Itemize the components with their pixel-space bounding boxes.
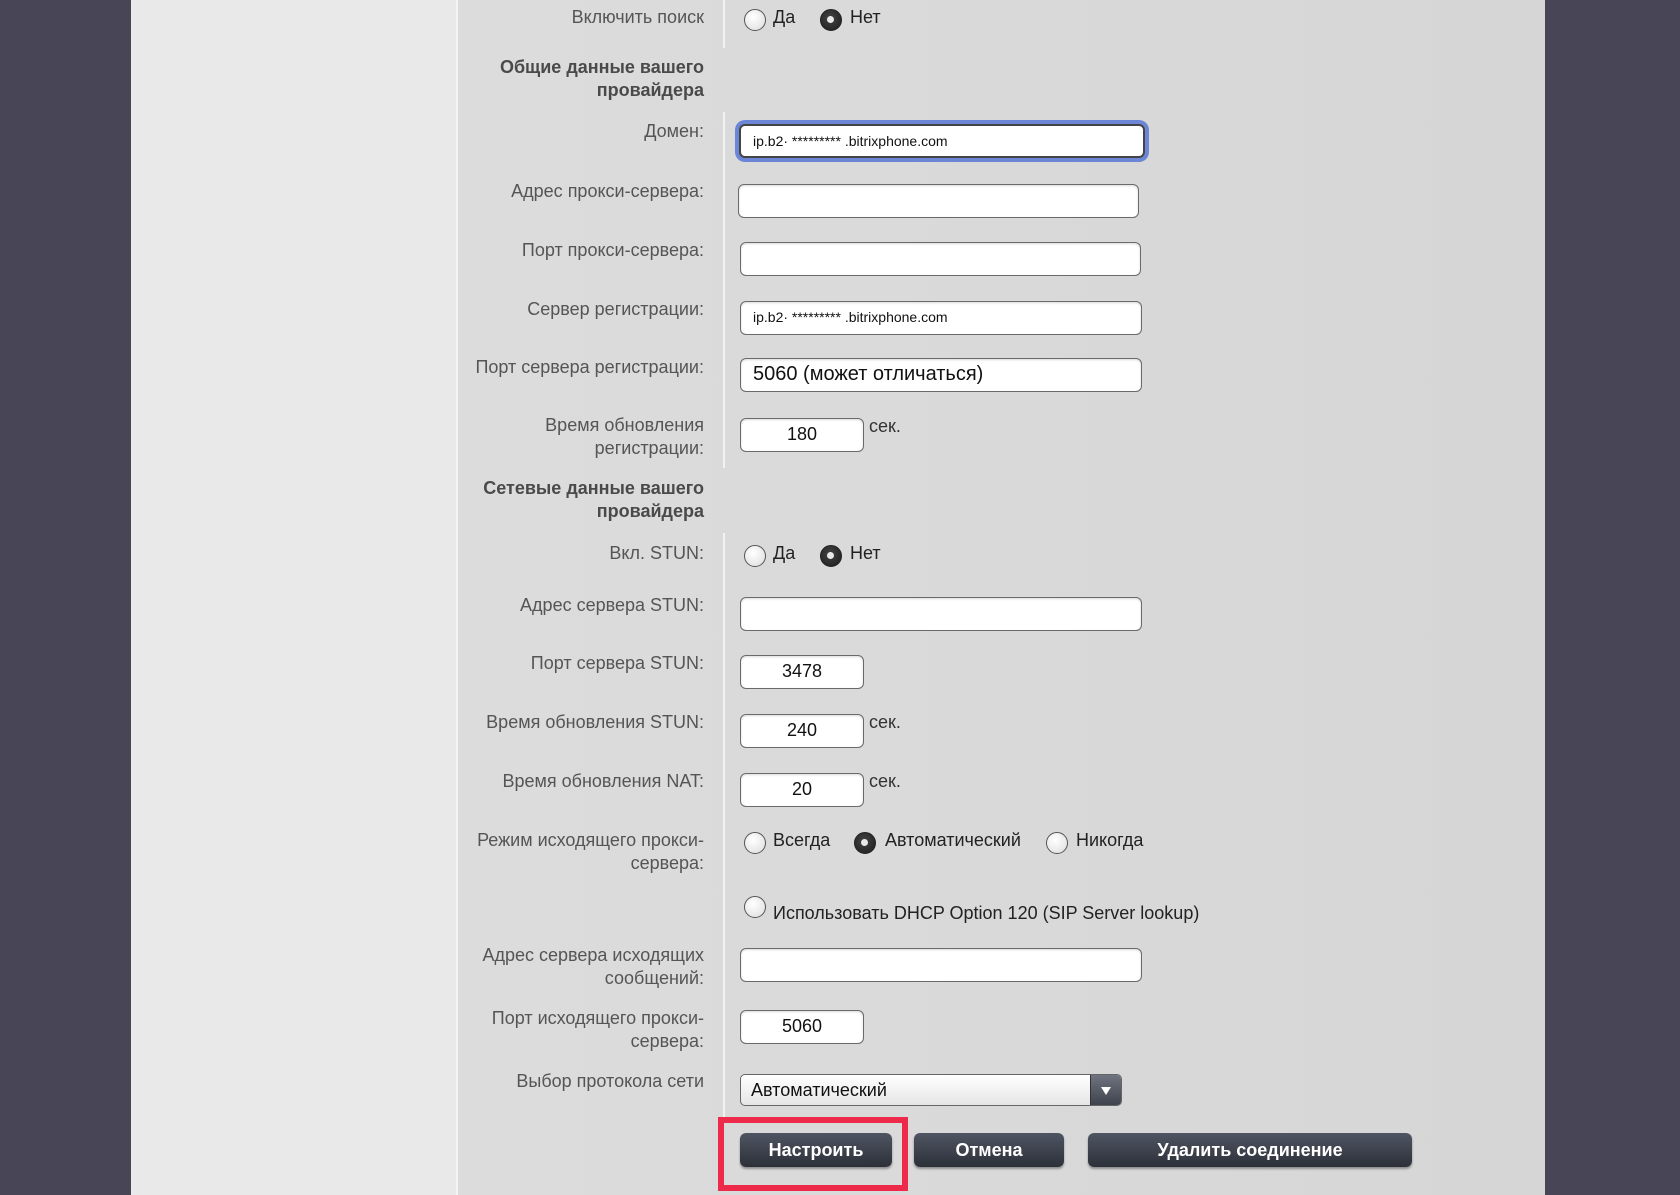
outbound-always-label: Всегда xyxy=(773,830,831,850)
stun-address-label: Адрес сервера STUN: xyxy=(520,595,704,615)
search-no-label: Нет xyxy=(850,7,881,27)
protocol-select[interactable] xyxy=(740,1074,1122,1106)
outbound-always-radio[interactable] xyxy=(744,832,766,854)
dhcp-option-label: Использовать DHCP Option 120 (SIP Server lookup) xyxy=(773,903,1200,923)
proxy-port-input[interactable] xyxy=(740,242,1141,276)
stun-no-label: Нет xyxy=(850,543,881,563)
stun-no-radio[interactable] xyxy=(820,545,842,567)
chevron-down-icon[interactable] xyxy=(1090,1075,1121,1105)
column-separator xyxy=(456,0,458,1195)
stun-refresh-unit: сек. xyxy=(869,712,901,732)
cancel-button[interactable]: Отмена xyxy=(914,1133,1064,1167)
search-label: Включить поиск xyxy=(571,7,704,27)
stun-yes-radio[interactable] xyxy=(744,545,766,567)
registrar-port-input[interactable]: 5060 (может отличаться) xyxy=(740,358,1142,392)
nat-refresh-unit: сек. xyxy=(869,771,901,791)
stun-port-input[interactable]: 3478 xyxy=(740,655,864,689)
outbound-server-input[interactable] xyxy=(740,948,1142,982)
outbound-server-label: Адрес сервера исходящих сообщений: xyxy=(482,945,704,988)
outbound-never-label: Никогда xyxy=(1076,830,1144,850)
stun-refresh-label: Время обновления STUN: xyxy=(486,712,704,732)
delete-connection-button[interactable]: Удалить соединение xyxy=(1088,1133,1412,1167)
apply-button[interactable]: Настроить xyxy=(740,1133,892,1167)
outbound-never-radio[interactable] xyxy=(1046,832,1068,854)
registrar-port-label: Порт сервера регистрации: xyxy=(475,357,704,377)
section-title-network: Сетевые данные вашего провайдера xyxy=(483,478,704,521)
search-yes-radio[interactable] xyxy=(744,9,766,31)
reg-refresh-label: Время обновления регистрации: xyxy=(545,415,704,458)
stun-port-label: Порт сервера STUN: xyxy=(530,653,704,673)
outbound-auto-radio[interactable] xyxy=(854,832,876,854)
dhcp-option-radio[interactable] xyxy=(744,896,766,918)
outbound-port-input[interactable]: 5060 xyxy=(740,1010,864,1044)
proxy-address-label: Адрес прокси-сервера: xyxy=(511,181,704,201)
stun-address-input[interactable] xyxy=(740,597,1142,631)
nat-refresh-label: Время обновления NAT: xyxy=(502,771,704,791)
section-title-general: Общие данные вашего провайдера xyxy=(499,57,704,100)
divider-line xyxy=(723,0,725,48)
divider-line xyxy=(723,533,725,1118)
nat-refresh-input[interactable]: 20 xyxy=(740,773,864,807)
registrar-label: Сервер регистрации: xyxy=(527,299,704,319)
domain-label: Домен: xyxy=(644,121,704,141)
reg-refresh-unit: сек. xyxy=(869,416,901,436)
search-yes-label: Да xyxy=(773,7,796,27)
protocol-select-value: Автоматический xyxy=(751,1080,887,1100)
protocol-label: Выбор протокола сети xyxy=(516,1071,704,1091)
reg-refresh-input[interactable]: 180 xyxy=(740,418,864,452)
outbound-port-label: Порт исходящего прокси- сервера: xyxy=(491,1008,704,1051)
outbound-mode-label: Режим исходящего прокси- сервера: xyxy=(477,830,704,873)
proxy-port-label: Порт прокси-сервера: xyxy=(521,240,704,260)
stun-yes-label: Да xyxy=(773,543,796,563)
divider-line xyxy=(723,112,725,468)
proxy-address-input[interactable] xyxy=(738,184,1139,218)
registrar-input[interactable]: ip.b2· ********* .bitrixphone.com xyxy=(740,301,1142,335)
outbound-auto-label: Автоматический xyxy=(885,830,1021,850)
stun-refresh-input[interactable]: 240 xyxy=(740,714,864,748)
search-no-radio[interactable] xyxy=(820,9,842,31)
stun-enable-label: Вкл. STUN: xyxy=(609,543,704,563)
domain-input[interactable]: ip.b2· ********* .bitrixphone.com xyxy=(739,124,1145,158)
